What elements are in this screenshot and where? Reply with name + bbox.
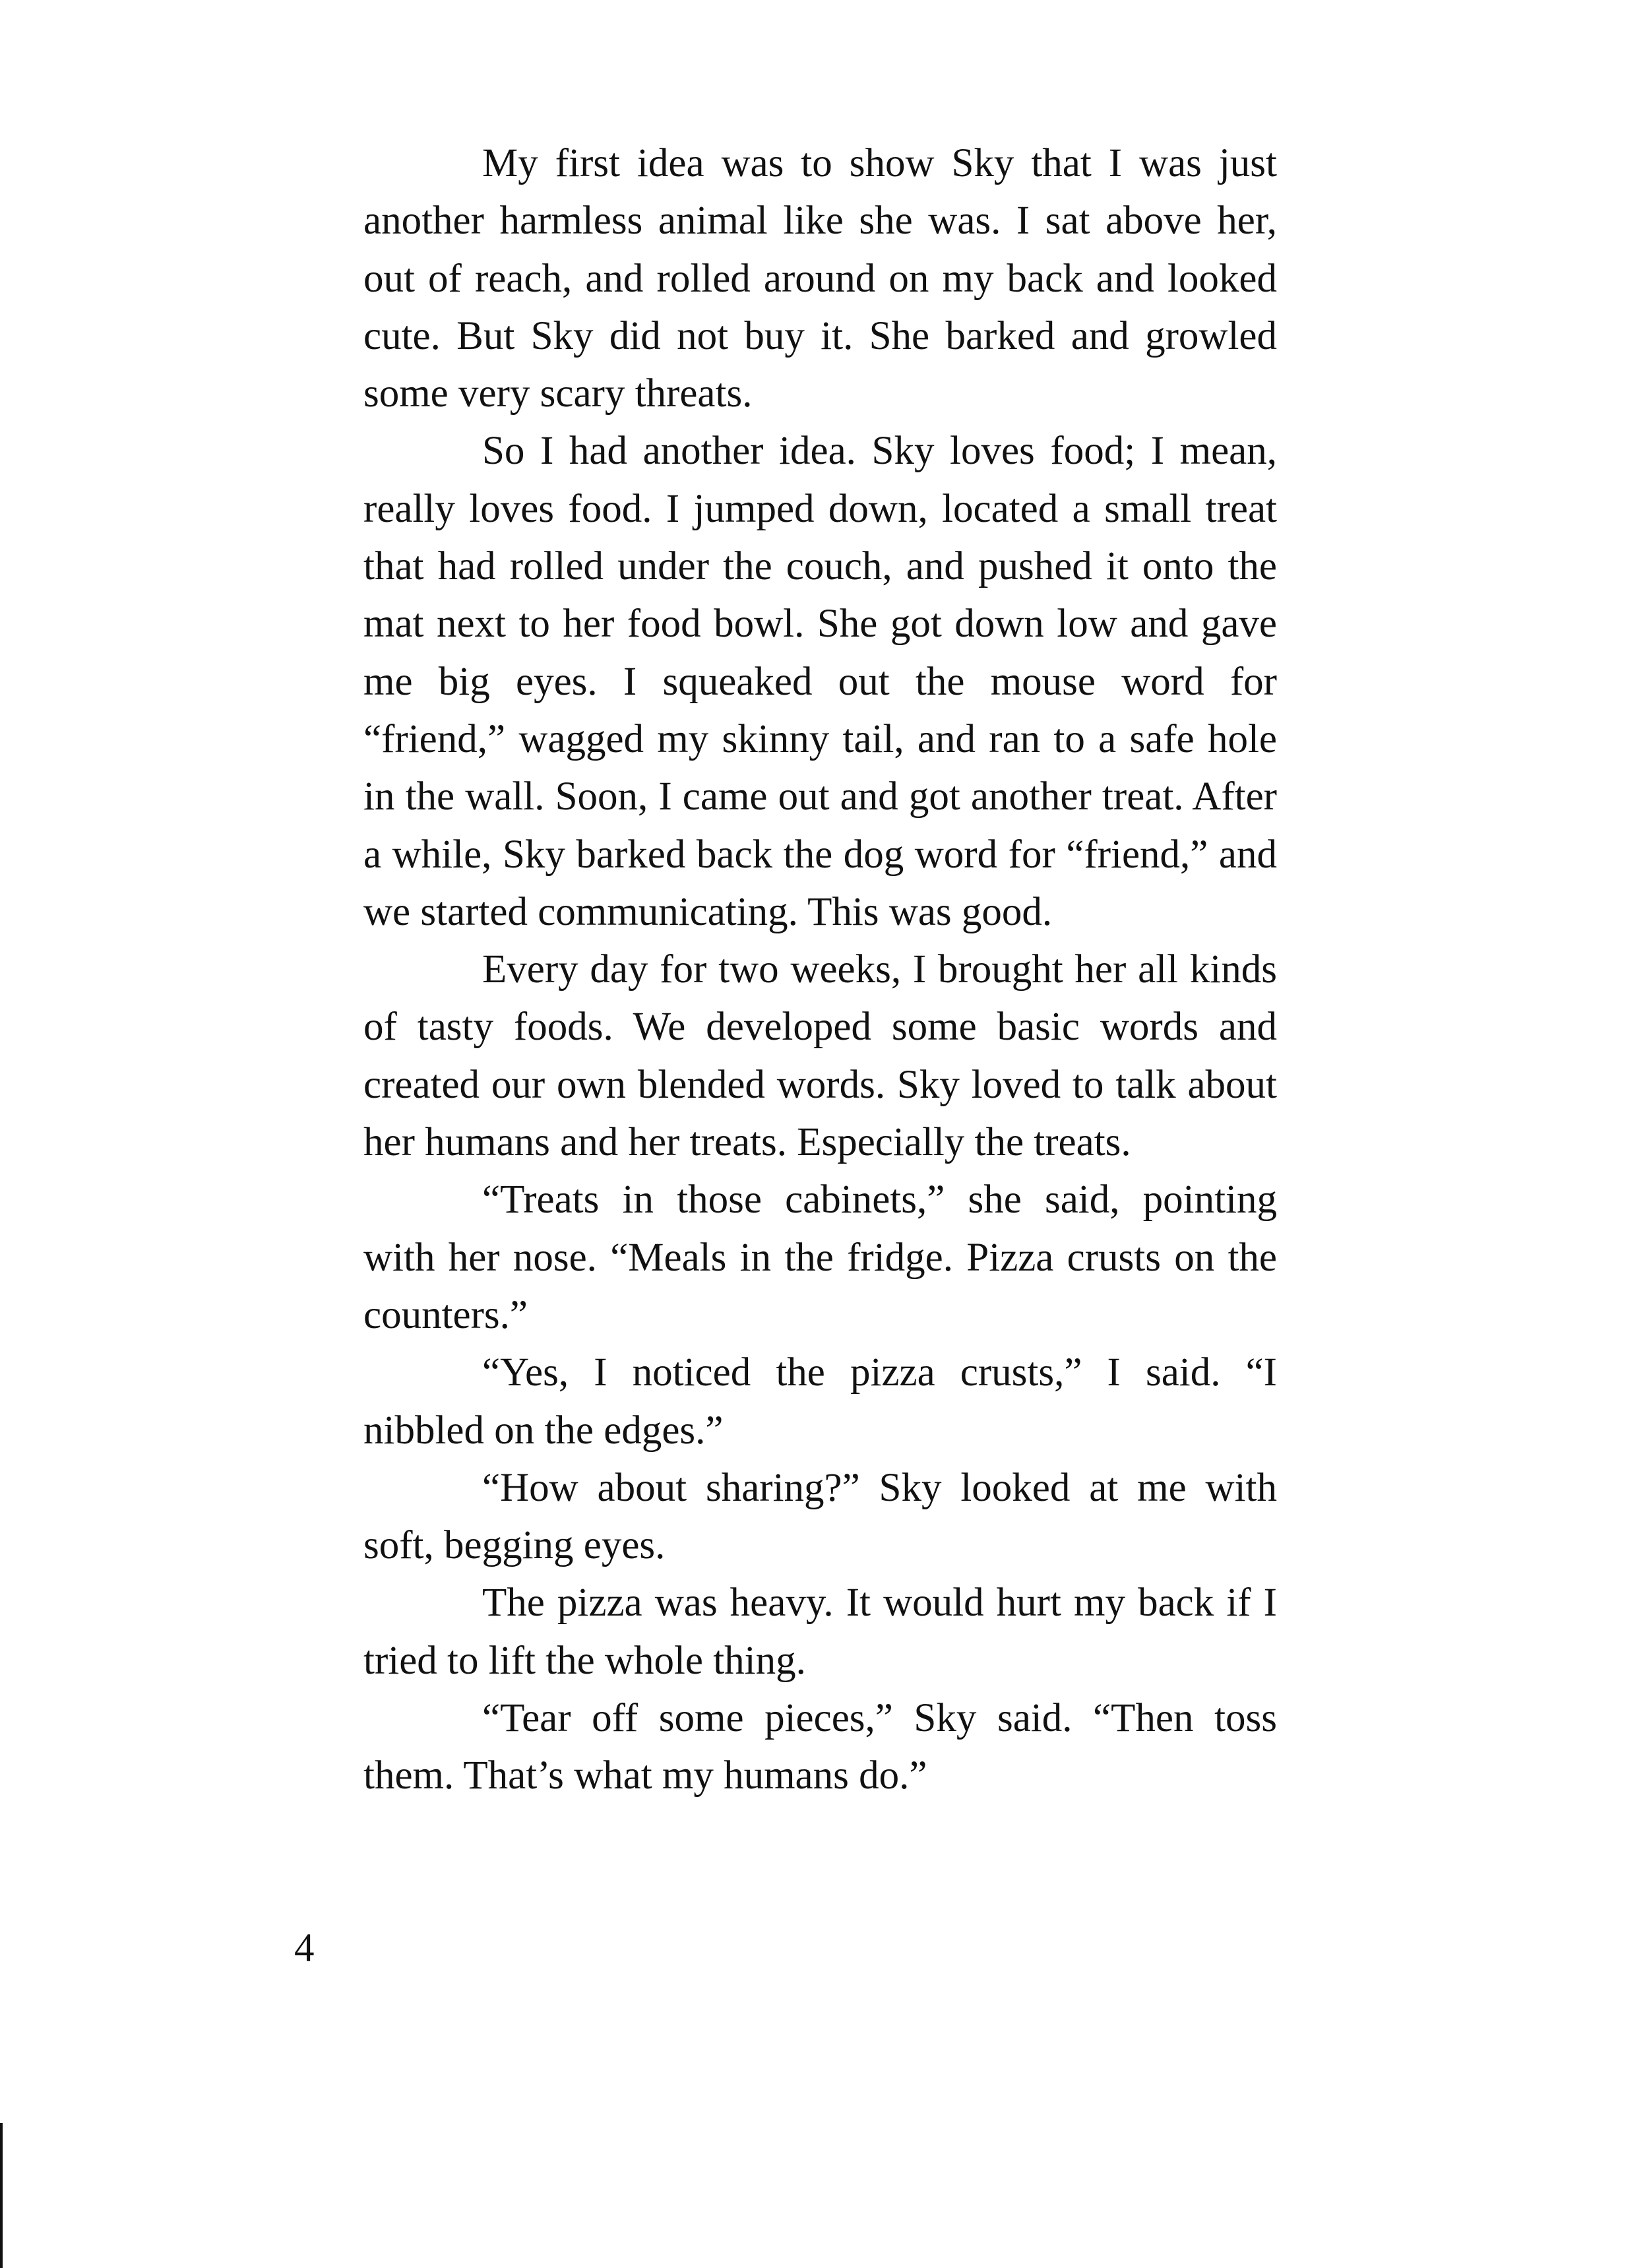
paragraph-1: My first idea was to show Sky that I was just another harmless animal like she was. I sat above her, out of reach, and rolled around on my back and looked cute. But Sky did not buy it. She barked and growled some very scary threats. [363, 141, 1277, 416]
paragraph-3: Every day for two weeks, I brought her all kinds of tasty foods. We developed some basic words and created our own blended words. Sky loved to talk about her humans and her treats. Especially the treats. [363, 947, 1277, 1165]
paragraph-6: “How about sharing?” Sky looked at me with soft, begging eyes. [363, 1465, 1277, 1568]
paragraph-7: The pizza was heavy. It would hurt my back if I tried to lift the whole thing. [363, 1581, 1277, 1683]
paragraph-5: “Yes, I noticed the pizza crusts,” I said. “I nibbled on the edges.” [363, 1350, 1277, 1453]
paragraph-2: So I had another idea. Sky loves food; I mean, really loves food. I jumped down, located a small treat that had rolled under the couch, and pushed it onto the mat next to her food bowl. She got down low and gave me big eyes. I squeaked out the mouse word for “friend,” wagged my skinny tail, and ran to a safe hole in the wall. Soon, I came out and got another treat. After a while, Sky barked back the dog word for “friend,” and we started communicating. This was good. [363, 429, 1277, 934]
body-text [363, 135, 1277, 1805]
paragraph-8: “Tear off some pieces,” Sky said. “Then toss them. That’s what my humans do.” [363, 1696, 1277, 1798]
paragraph-4: “Treats in those cabinets,” she said, pointing with her nose. “Meals in the fridge. Pizza crusts on the counters.” [363, 1178, 1277, 1337]
scan-edge-mark [0, 2123, 3, 2268]
page-number: 4 [294, 1926, 315, 1970]
